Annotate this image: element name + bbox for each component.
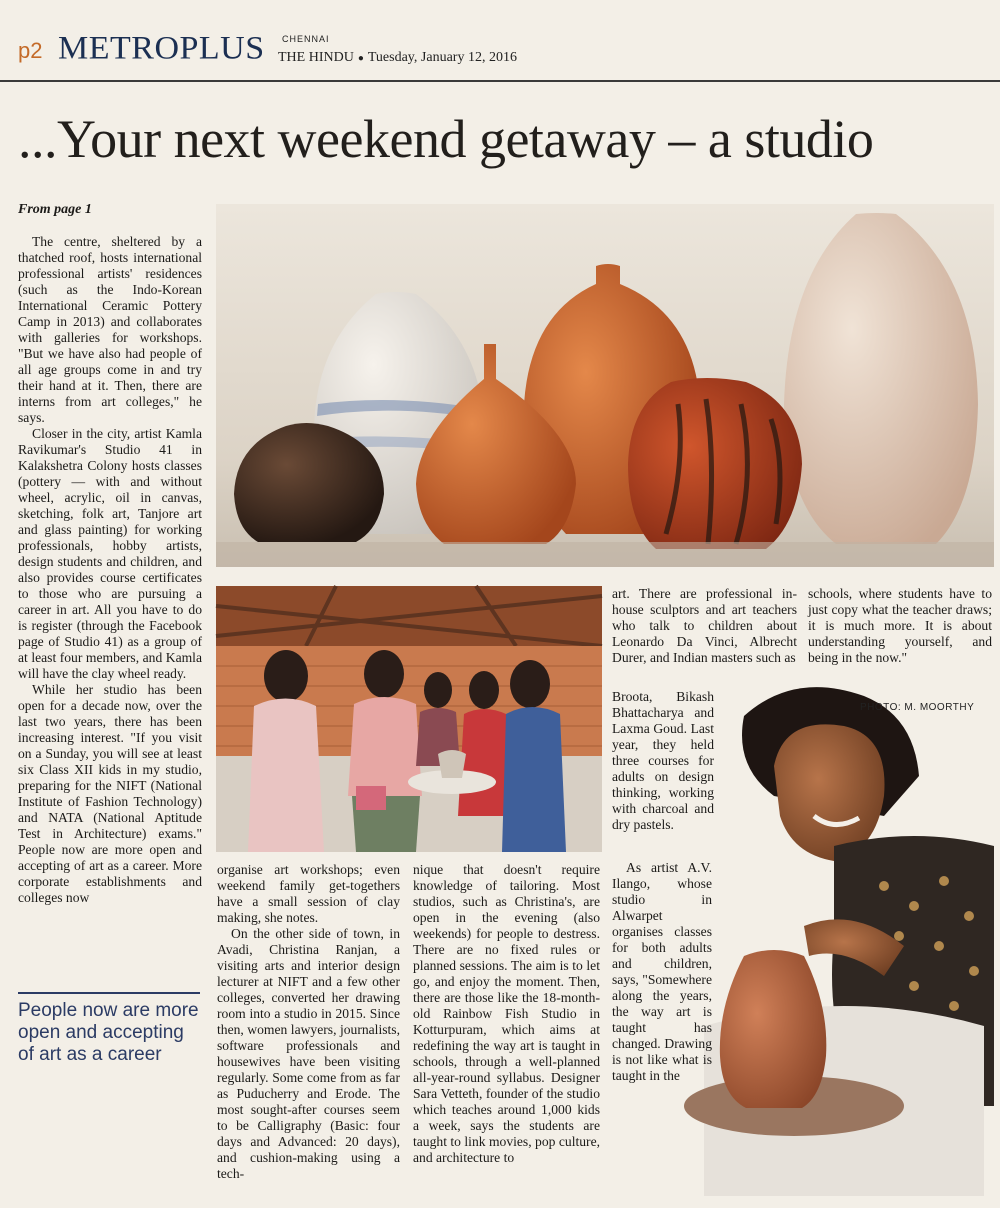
- article-column-5: [808, 586, 992, 670]
- article-column-3: [413, 862, 600, 1200]
- from-page-label: From page 1: [18, 202, 92, 217]
- photo-pottery-vases: [216, 204, 994, 567]
- paper-dateline: [278, 50, 517, 66]
- pull-quote-rule: [18, 992, 200, 994]
- article-column-4-top: [612, 586, 797, 686]
- separator-dot: ●: [357, 53, 364, 64]
- paragraph: nique that doesn't require knowledge of tailoring. Most studios, such as Christina's, are open in the evening (also weekends) for people to destress. There are no fixed rules or planned sessions. The aim is to let go, and enjoy the moment. Then, there are those like the 18-month-old Rainbow Fish Studio in Kotturpuram, which aims at redefining the way art is taught in schools, through a well-planned all-year-round syllabus. Designer Sara Vetteth, founder of the studio which teaches around 1,000 kids a week, says the students are taught to link movies, pop culture, and architecture to: [413, 862, 600, 1165]
- masthead-rule: [0, 80, 1000, 82]
- article-column-4-bottom: [612, 860, 712, 1083]
- headline: ...Your next weekend getaway – a studio: [18, 109, 874, 169]
- edition-label: CHENNAI: [282, 34, 330, 44]
- paragraph: art. There are professional in-house sculptors and art teachers who talk to children about Leonardo Da Vinci, Albrecht Durer, and Indian masters such as: [612, 586, 797, 665]
- article-column-4-narrow: [612, 689, 714, 859]
- pull-quote: People now are more open and accepting of art as a career: [18, 1000, 199, 1065]
- paragraph: As artist A.V. Ilango, whose studio in Alwarpet organises classes for both adults and children, says, "Somewhere along the years, the way art is taught has changed. Drawing is not like what is taught in the: [612, 860, 712, 1083]
- paragraph: On the other side of town, in Avadi, Christina Ranjan, a visiting arts and interior design lecturer at NIFT and a few other colleges, converted her drawing room into a studio in 2015. Since then, women lawyers, journalists, software professionals and housewives have been visiting regularly. Some come from as far as Puducherry and Erode. The most sought-after courses seem to be Calligraphy (Basic: four days and Advanced: 20 days), and cushion-making using a tech-: [217, 926, 400, 1181]
- page-number: p2: [18, 38, 43, 63]
- section-name: METROPLUS: [58, 30, 265, 67]
- paragraph: organise art workshops; even weekend family get-togethers have a small session of clay making, she notes.: [217, 862, 400, 925]
- paragraph: The centre, sheltered by a thatched roof, hosts international professional artists' residences (such as the Indo-Korean International Ceramic Pottery Camp in 2013) and collaborates with galleries for workshops. "But we have also had people of all age groups come in and try their hand at it. Then, there are interns from art colleges," he says.: [18, 234, 202, 425]
- paper-name: THE HINDU: [278, 50, 354, 65]
- paragraph: Closer in the city, artist Kamla Ravikumar's Studio 41 in Kalakshetra Colony hosts classes (pottery — with and without wheel, acrylic, oil in canvas, sketching, folk art, Tanjore art and glass painting) for working professionals, hobby artists, design students and children, and also provides course certificates to those who are pursuing a career in art. All you have to do is register (through the Facebook page of Studio 41) as a group of at least four members, and Kamla will have the clay wheel ready.: [18, 426, 202, 681]
- photo-credit: PHOTO: M. MOORTHY: [860, 702, 975, 713]
- issue-date: Tuesday, January 12, 2016: [367, 50, 517, 65]
- paragraph: schools, where students have to just copy what the teacher draws; it is much more. It is about understanding yourself, and being in the now.": [808, 586, 992, 665]
- paragraph: While her studio has been open for a decade now, over the last two years, there has been increasing interest. "If you visit on a Sunday, you will see at least six Class XII kids in my studio, preparing for the NIFT (National Institute of Fashion Technology) and NATA (National Aptitude Test in Architecture) exams." People now are more open and accepting of art as a career. More corporate establishments and colleges now: [18, 682, 202, 905]
- article-column-1: [18, 234, 202, 979]
- paragraph: Broota, Bikash Bhattacharya and Laxma Goud. Last year, they held three courses for adults on design thinking, working with charcoal and dry pastels.: [612, 689, 714, 832]
- photo-clay-workshop: [216, 586, 602, 852]
- article-column-2: [217, 862, 400, 1200]
- photo-potter-woman: [714, 676, 994, 1196]
